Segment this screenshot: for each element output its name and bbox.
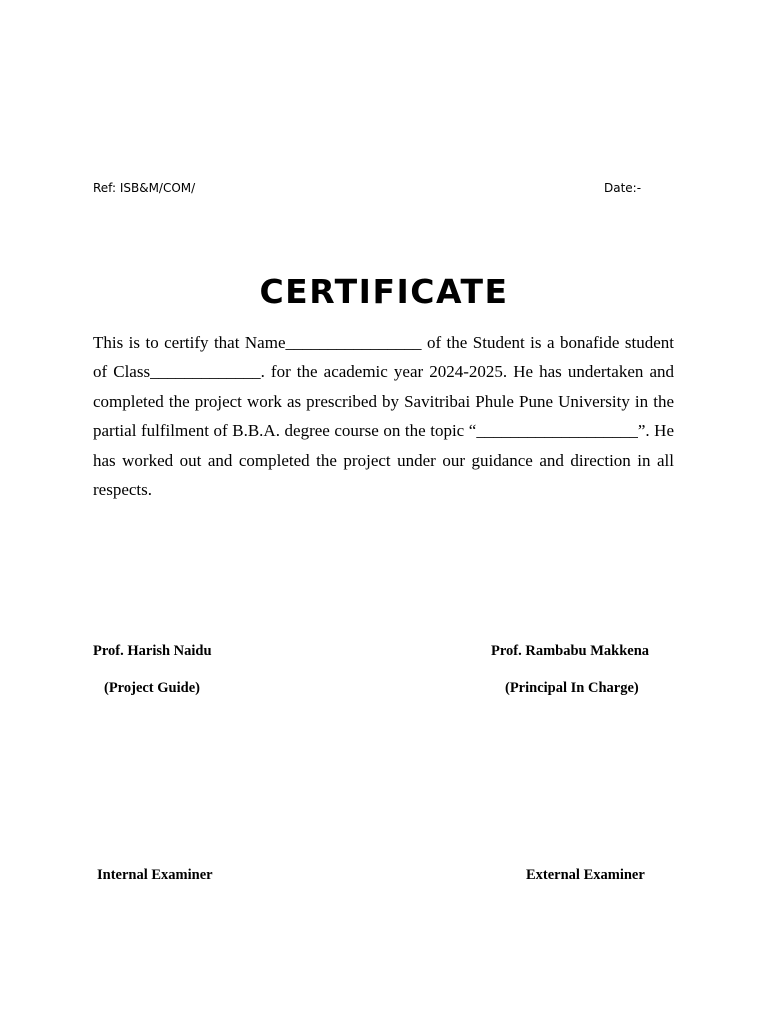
certificate-body: This is to certify that Name________________ of the Student is a bonafide student of Class_____________. for the academic year 2024-2025. He has undertaken and completed the project work as prescribed by Savitribai Phule Pune University in the partial fulfilment of B.B.A. degree course on the topic “___________________”. He has worked out and completed the project under our guidance and direction in all respects.: [93, 333, 674, 500]
principal-name: Prof. Rambabu Makkena: [491, 643, 650, 659]
reference-number: Ref: ISB&M/COM/: [93, 181, 196, 195]
project-guide-name: Prof. Harish Naidu: [93, 643, 212, 659]
external-examiner: External Examiner: [526, 867, 645, 883]
date-label: Date:-: [604, 181, 642, 195]
certificate-title: CERTIFICATE: [259, 272, 509, 311]
internal-examiner: Internal Examiner: [97, 867, 213, 883]
principal-role: (Principal In Charge): [505, 680, 639, 696]
project-guide-role: (Project Guide): [104, 680, 200, 696]
